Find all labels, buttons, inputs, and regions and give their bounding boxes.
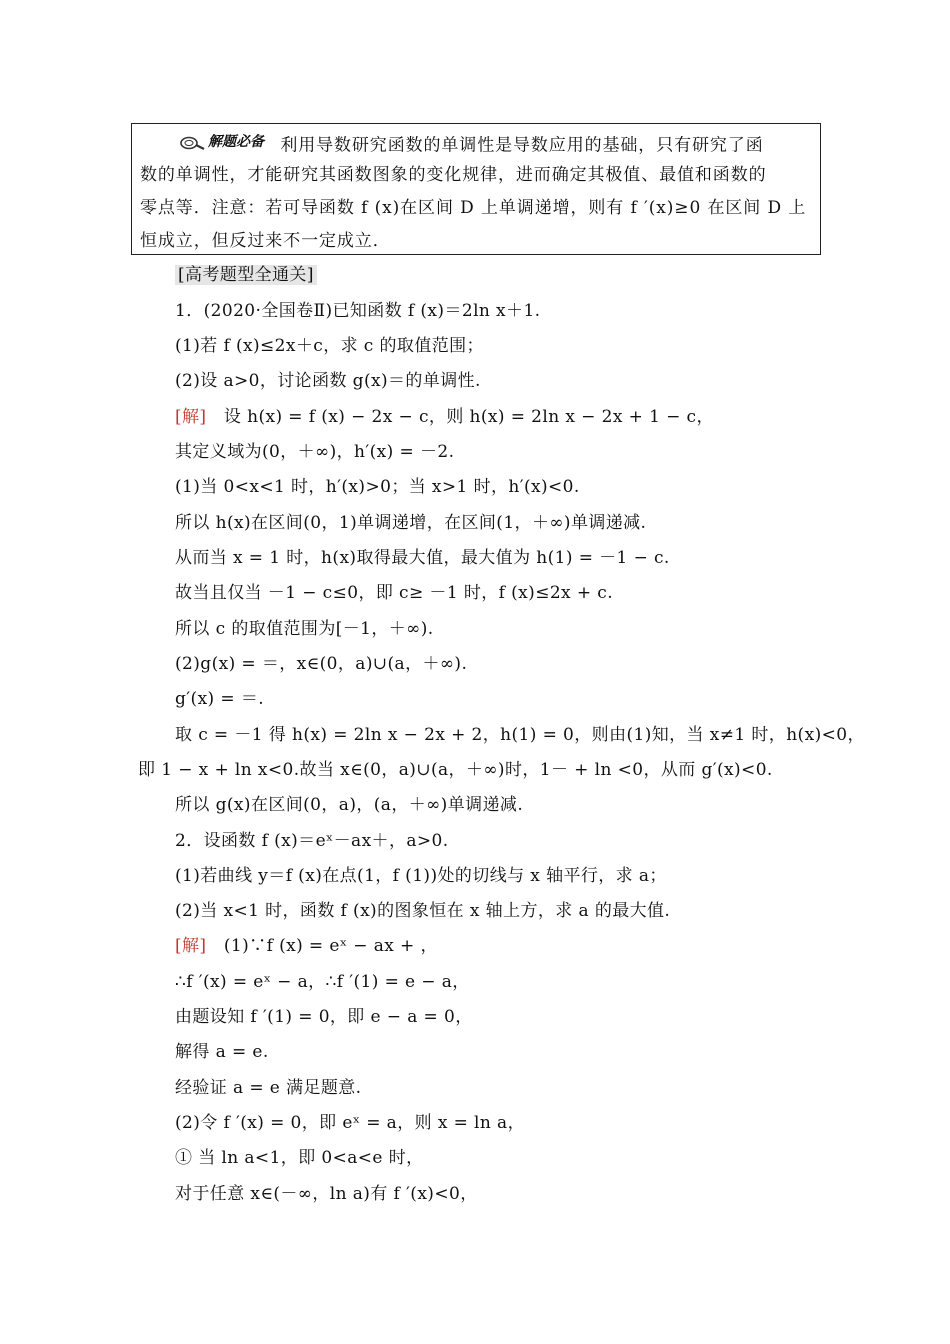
solution-line: 对于任意 x∈(－∞，ln a)有 f ′(x)<0， [175, 1184, 478, 1204]
tip-line-2: 数的单调性，才能研究其函数图象的变化规律，进而确定其极值、最值和函数的 [140, 165, 767, 185]
solution-2-text: (1)∵f (x) = eˣ − ax + ， [223, 936, 438, 956]
problem-2-part-2: (2)当 x<1 时，函数 f (x)的图象恒在 x 轴上方，求 a 的最大值. [175, 901, 671, 921]
solution-line: g′(x) = ＝. [175, 689, 265, 709]
solution-2-start [175, 931, 438, 961]
solution-tag: [解] [175, 407, 207, 427]
solution-line: 取 c = －1 得 h(x) = 2ln x − 2x + 2，h(1) = 0，则由(1)知，当 x≠1 时，h(x)<0， [175, 725, 865, 745]
solution-line: 所以 c 的取值范围为[－1，＋∞). [175, 619, 434, 639]
solution-line: (2)令 f ′(x) = 0，即 eˣ = a，则 x = ln a， [175, 1113, 525, 1133]
solution-1-start [175, 402, 714, 432]
tip-box [131, 123, 821, 255]
tip-badge-label: 解题必备 [208, 134, 264, 150]
tip-line-3: 零点等．注意：若可导函数 f (x)在区间 D 上单调递增，则有 f ′(x)≥0 在区间 D 上 [140, 198, 807, 218]
solution-line: (1)当 0<x<1 时，h′(x)>0；当 x>1 时，h′(x)<0. [175, 477, 580, 497]
tip-badge [178, 126, 264, 159]
solution-line: (2)g(x) = ＝，x∈(0，a)∪(a，＋∞). [175, 654, 468, 674]
solution-tag: [解] [175, 936, 207, 956]
problem-1-part-1: (1)若 f (x)≤2x＋c，求 c 的取值范围； [175, 336, 484, 356]
solution-line: 从而当 x = 1 时，h(x)取得最大值，最大值为 h(1) = －1 − c. [175, 548, 670, 568]
solution-line: 故当且仅当 －1 − c≤0，即 c≥ －1 时，f (x)≤2x + c. [175, 583, 614, 603]
solution-line: 解得 a = e. [175, 1042, 269, 1062]
tip-line-1 [140, 126, 812, 159]
problem-1-part-2: (2)设 a>0，讨论函数 g(x)＝的单调性. [175, 371, 481, 391]
solution-1-text: 设 h(x) = f (x) − 2x − c，则 h(x) = 2ln x − 2x + 1 − c， [223, 407, 714, 427]
problem-2-part-1: (1)若曲线 y＝f (x)在点(1，f (1))处的切线与 x 轴平行，求 a； [175, 866, 667, 886]
problem-2-statement: 2．设函数 f (x)＝eˣ－ax＋，a>0. [175, 831, 449, 851]
section-heading-label: [高考题型全通关] [175, 265, 317, 285]
solution-line: 即 1 − x + ln x<0.故当 x∈(0，a)∪(a，＋∞)时，1－ + ln <0，从而 g′(x)<0. [138, 760, 773, 780]
solution-line: 其定义域为(0，＋∞)，h′(x) = －2. [175, 442, 455, 462]
solution-line: 由题设知 f ′(1) = 0，即 e − a = 0， [175, 1007, 473, 1027]
solution-line: 所以 g(x)在区间(0，a)，(a，＋∞)单调递减. [175, 795, 524, 815]
tip-line-4: 恒成立，但反过来不一定成立． [140, 231, 391, 251]
section-heading [175, 260, 317, 290]
tip-text-1: 利用导数研究函数的单调性是导数应用的基础，只有研究了函 [280, 135, 764, 156]
problem-1-statement: 1．(2020·全国卷Ⅱ)已知函数 f (x)＝2ln x＋1. [175, 301, 541, 321]
magnifier-icon [178, 135, 206, 151]
solution-line: 所以 h(x)在区间(0，1)单调递增，在区间(1，＋∞)单调递减. [175, 513, 647, 533]
solution-line: ∴f ′(x) = eˣ − a，∴f ′(1) = e − a， [175, 972, 470, 992]
solution-line: ① 当 ln a<1，即 0<a<e 时， [175, 1148, 424, 1168]
solution-line: 经验证 a = e 满足题意. [175, 1078, 362, 1098]
